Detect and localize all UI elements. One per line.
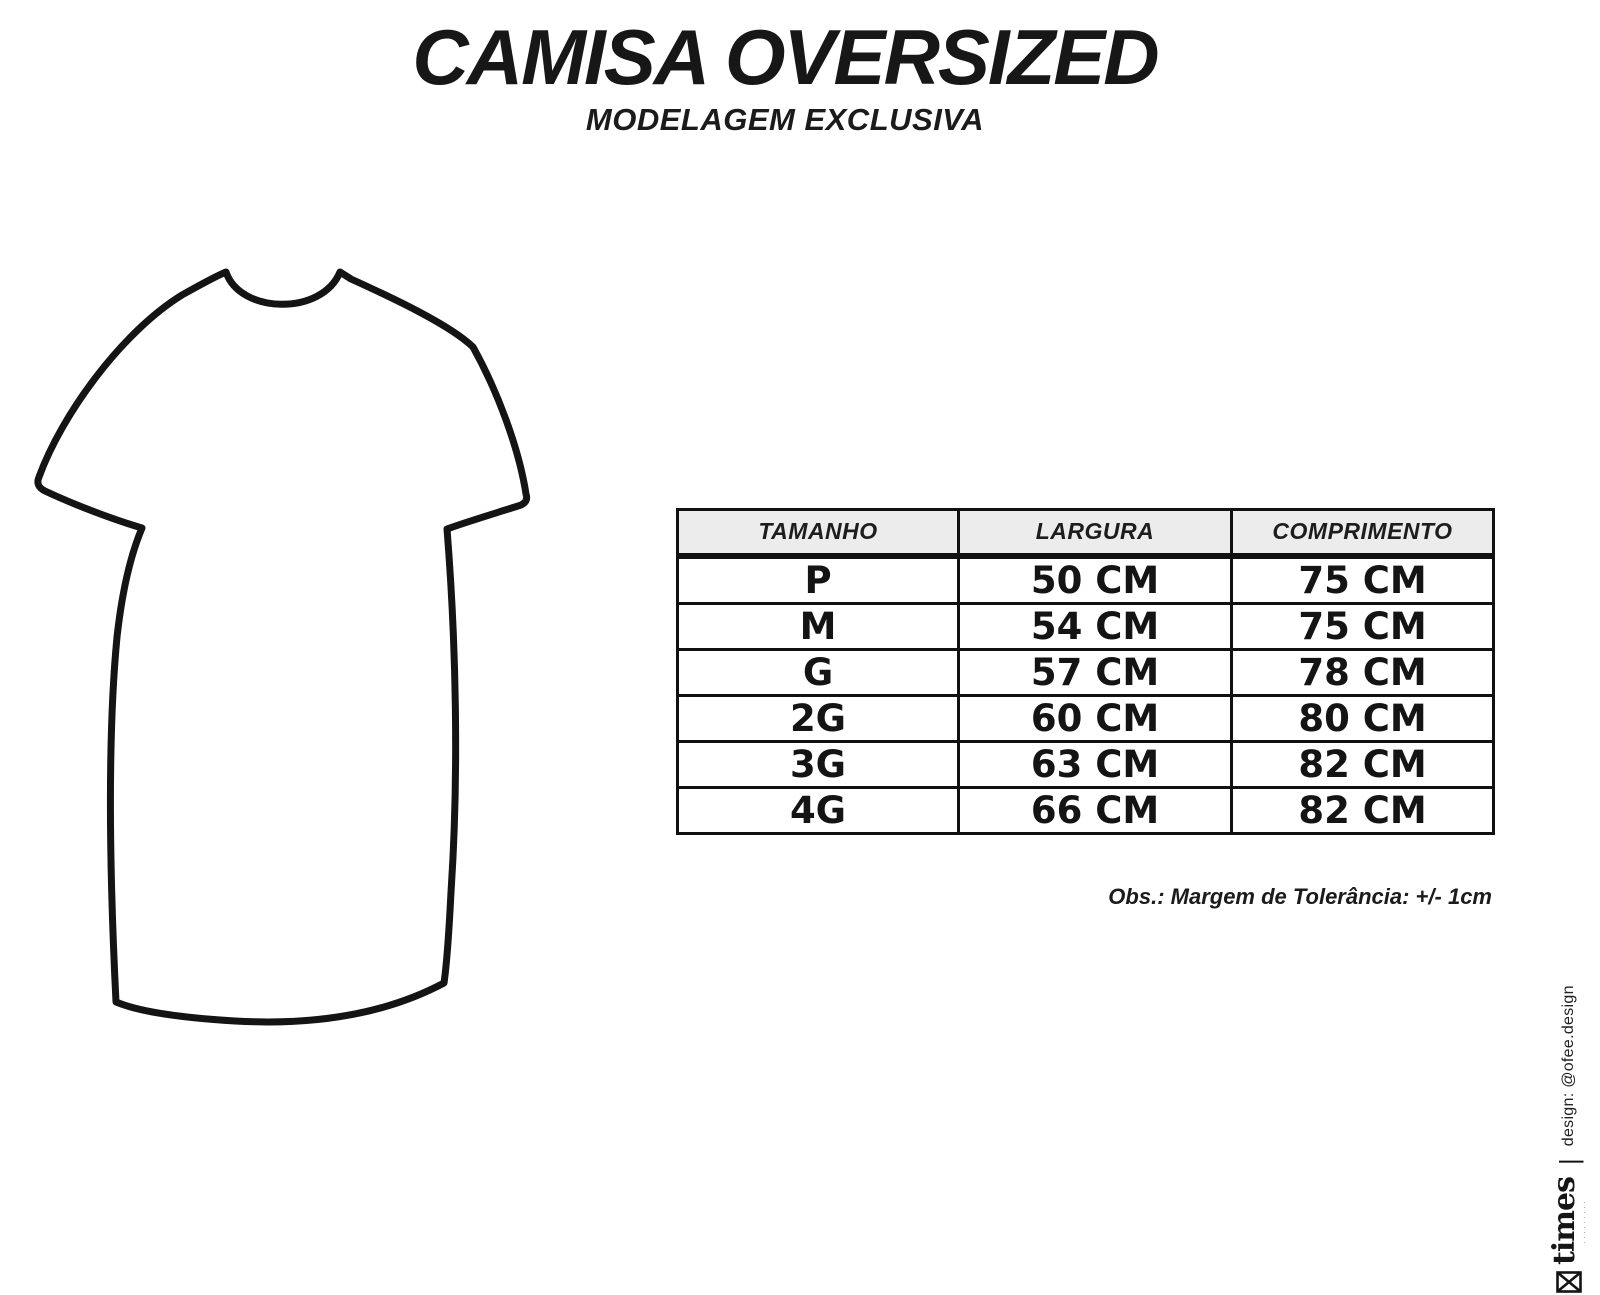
cell-length: 78 CM xyxy=(1232,649,1494,695)
tshirt-outline-icon xyxy=(20,242,680,1062)
cell-size: 2G xyxy=(678,695,959,741)
cell-width: 57 CM xyxy=(959,649,1232,695)
designer-handle: design: @ofee.design xyxy=(1560,985,1577,1147)
tolerance-note: Obs.: Margem de Tolerância: +/- 1cm xyxy=(1108,884,1492,909)
table-row xyxy=(678,649,1494,695)
cell-size: M xyxy=(678,603,959,649)
brand-times-box-icon xyxy=(1556,1271,1582,1293)
cell-width: 60 CM xyxy=(959,695,1232,741)
table-row xyxy=(678,787,1494,833)
designer-credit xyxy=(1547,985,1588,1293)
cell-width: 63 CM xyxy=(959,741,1232,787)
column-header-comprimento: COMPRIMENTO xyxy=(1232,510,1494,556)
table-row xyxy=(678,603,1494,649)
table-header-row xyxy=(678,510,1494,556)
cell-length: 82 CM xyxy=(1232,741,1494,787)
cell-size: 4G xyxy=(678,787,959,833)
brand-name: times xyxy=(1547,1177,1582,1265)
table-row xyxy=(678,741,1494,787)
table-row xyxy=(678,556,1494,604)
column-header-largura: LARGURA xyxy=(959,510,1232,556)
cell-size: G xyxy=(678,649,959,695)
brand-text-stack xyxy=(1547,1177,1588,1265)
tshirt-illustration xyxy=(20,242,680,1062)
credit-separator: | xyxy=(1553,1158,1584,1166)
cell-width: 54 CM xyxy=(959,603,1232,649)
cell-width: 66 CM xyxy=(959,787,1232,833)
cell-length: 82 CM xyxy=(1232,787,1494,833)
cell-size: P xyxy=(678,556,959,604)
table-row xyxy=(678,695,1494,741)
size-table xyxy=(676,508,1495,835)
cell-length: 80 CM xyxy=(1232,695,1494,741)
brand-tagline: ········· xyxy=(1582,1198,1588,1244)
cell-size: 3G xyxy=(678,741,959,787)
cell-width: 50 CM xyxy=(959,556,1232,604)
brand-logo xyxy=(1547,1177,1588,1293)
cell-length: 75 CM xyxy=(1232,556,1494,604)
page-subtitle: MODELAGEM EXCLUSIVA xyxy=(585,102,985,137)
column-header-tamanho: TAMANHO xyxy=(678,510,959,556)
header xyxy=(0,13,1570,137)
page-title: CAMISA OVERSIZED xyxy=(412,13,1158,101)
cell-length: 75 CM xyxy=(1232,603,1494,649)
